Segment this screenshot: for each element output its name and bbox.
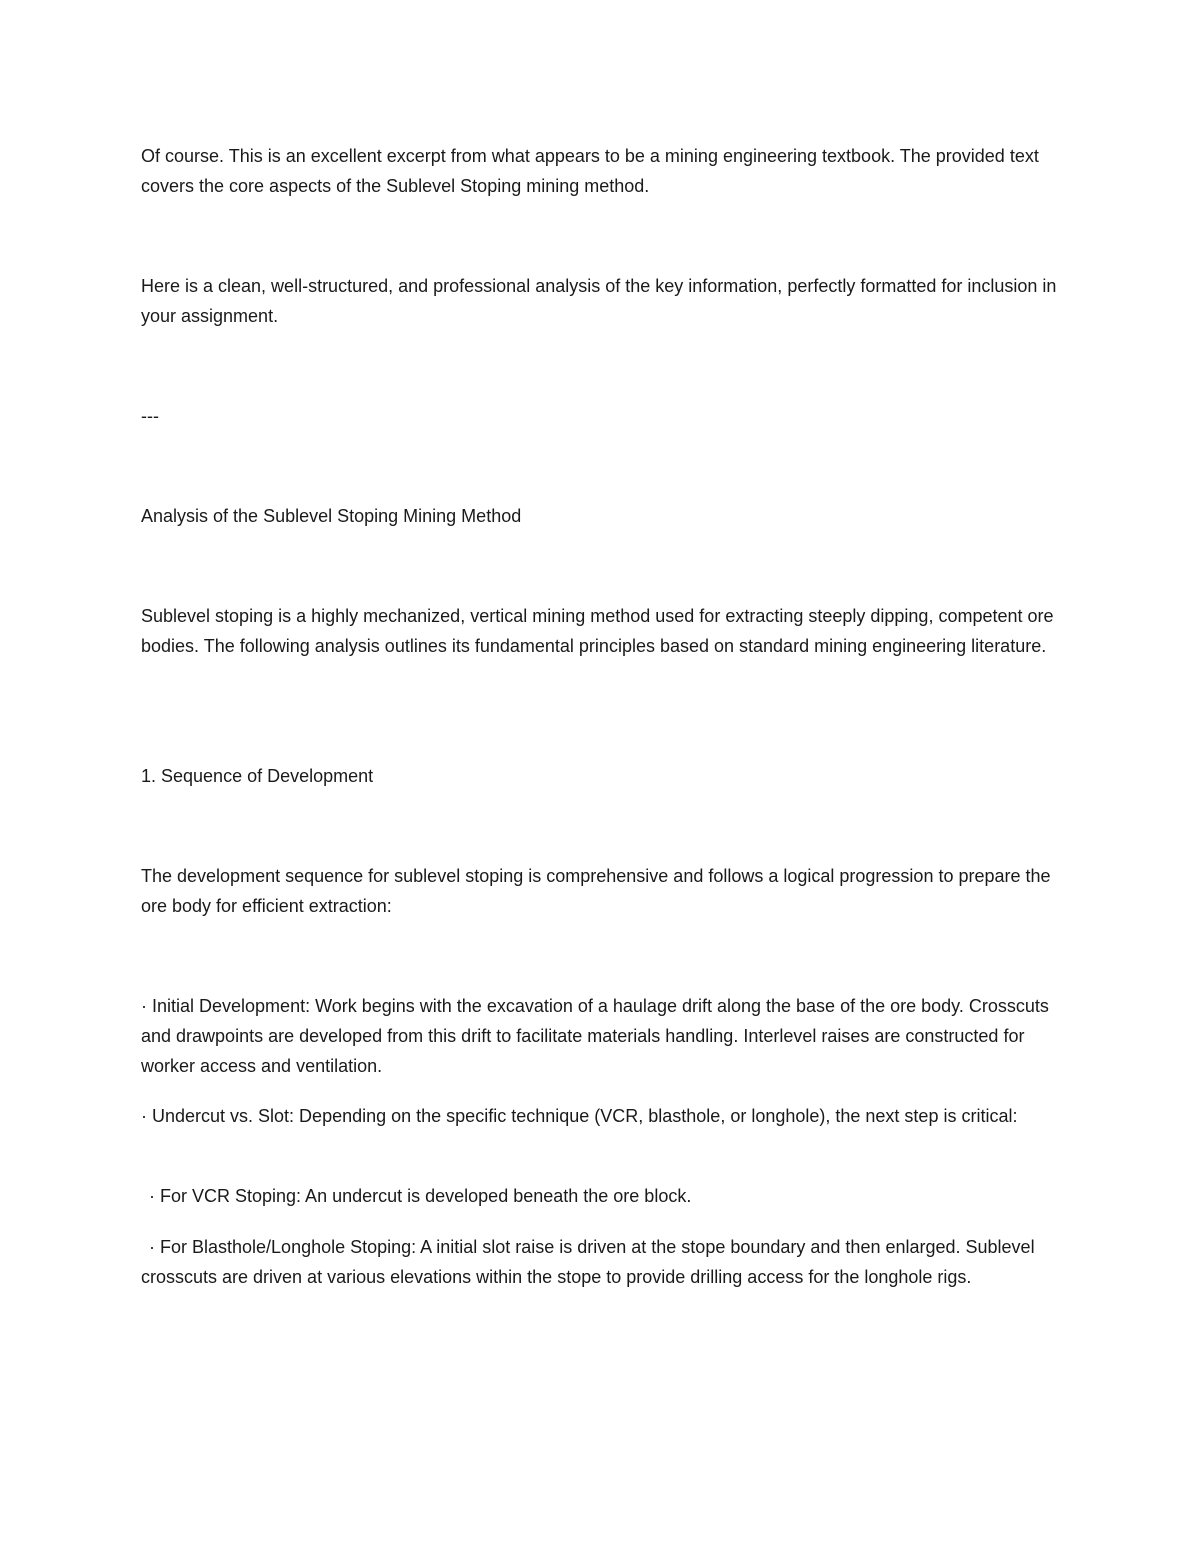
sub-bullet-vcr-stoping: · For VCR Stoping: An undercut is developed beneath the ore block. — [149, 1186, 692, 1206]
section-1-heading: 1. Sequence of Development — [141, 766, 374, 786]
intro-paragraph-1: Of course. This is an excellent excerpt from what appears to be a mining engineering textbook. The provided text covers the core aspects of the Sublevel Stoping mining method. — [141, 146, 1039, 196]
bullet-initial-development: · Initial Development: Work begins with the excavation of a haulage drift along the base of the ore body. Crosscuts and drawpoints are developed from this drift to facilitate materials handling. Interlevel raises are constructed for worker access and ventilation. — [141, 996, 1049, 1076]
section-1-intro: The development sequence for sublevel stoping is comprehensive and follows a logical progression to prepare the ore body for efficient extraction: — [141, 866, 1051, 916]
overview-paragraph: Sublevel stoping is a highly mechanized, vertical mining method used for extracting steeply dipping, competent ore bodies. The following analysis outlines its fundamental principles based on standard mining engineering literature. — [141, 606, 1054, 656]
document-title: Analysis of the Sublevel Stoping Mining Method — [141, 506, 522, 526]
bullet-undercut-vs-slot: · Undercut vs. Slot: Depending on the specific technique (VCR, blasthole, or longhole), the next step is critical: — [141, 1106, 1018, 1126]
intro-paragraph-2: Here is a clean, well-structured, and professional analysis of the key information, perfectly formatted for inclusion in your assignment. — [141, 276, 1057, 326]
sub-bullet-blasthole-stoping: · For Blasthole/Longhole Stoping: A initial slot raise is driven at the stope boundary and then enlarged. Sublevel crosscuts are driven at various elevations within the stope to provide drilling access for the longhole rigs. — [141, 1237, 1035, 1287]
separator: --- — [141, 406, 159, 426]
